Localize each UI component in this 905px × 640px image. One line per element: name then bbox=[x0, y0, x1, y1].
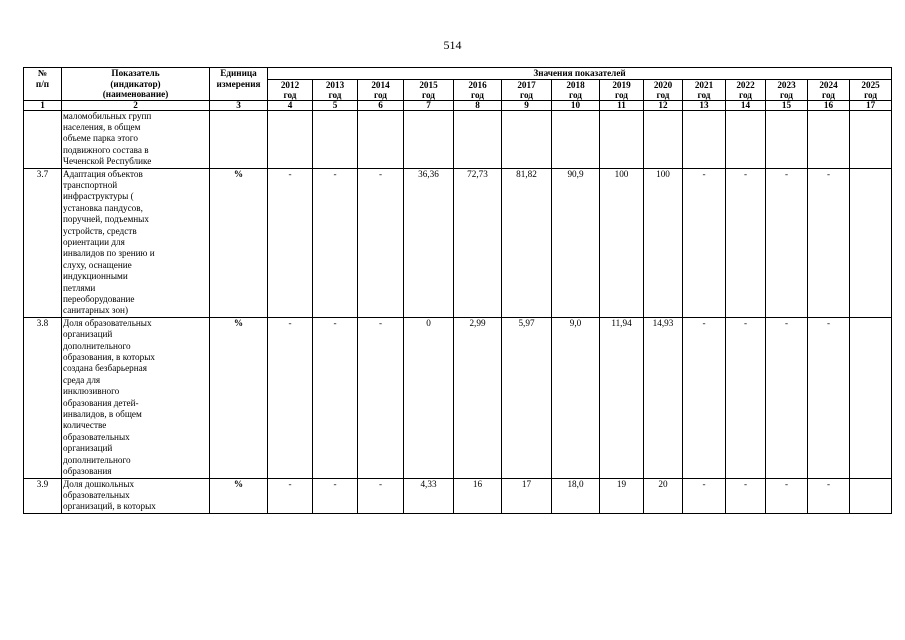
value-cell: 90,9 bbox=[552, 168, 600, 317]
value-cell: - bbox=[313, 478, 358, 513]
year-suffix: год bbox=[283, 89, 297, 100]
indicator-name-line: образования детей- bbox=[63, 397, 139, 408]
value-cell: - bbox=[683, 317, 726, 478]
indicator-name-line: образовательных bbox=[63, 489, 130, 500]
year-header-cell bbox=[808, 79, 850, 100]
value-cell: 17 bbox=[502, 478, 552, 513]
year-header-cell bbox=[600, 79, 644, 100]
value-cell: - bbox=[358, 317, 404, 478]
year-suffix: год bbox=[520, 89, 533, 100]
value-cell: 5,97 bbox=[502, 317, 552, 478]
indicator-name-line: Чеченской Республике bbox=[63, 156, 152, 167]
header-unit-line: Единица bbox=[220, 68, 257, 78]
year-label: 2020 bbox=[653, 79, 673, 90]
year-label: 2013 bbox=[325, 79, 345, 90]
year-label: 2019 bbox=[612, 79, 631, 90]
indicator-name-line: Доля образовательных bbox=[63, 317, 152, 328]
value-cell: - bbox=[808, 168, 850, 317]
value-cell bbox=[502, 110, 552, 168]
value-cell: - bbox=[268, 478, 313, 513]
header-number-line: п/п bbox=[35, 78, 50, 89]
indicator-name bbox=[62, 478, 210, 513]
value-cell bbox=[404, 110, 454, 168]
row-number: 3.7 bbox=[24, 168, 62, 317]
year-header-cell bbox=[850, 79, 892, 100]
row-number bbox=[24, 110, 62, 168]
year-suffix: год bbox=[739, 89, 752, 100]
indicator-name-line: инклюзивного bbox=[63, 386, 120, 397]
year-label: 2014 bbox=[371, 79, 390, 90]
indicator-name-line: переоборудование bbox=[63, 294, 135, 304]
value-cell: 100 bbox=[600, 168, 644, 317]
value-cell: 20 bbox=[644, 478, 683, 513]
year-label: 2015 bbox=[419, 79, 438, 90]
year-label: 2012 bbox=[280, 79, 300, 90]
indicator-name-line: инвалидов, в общем bbox=[63, 409, 142, 420]
column-number-cell: 7 bbox=[404, 100, 454, 110]
value-cell: - bbox=[268, 317, 313, 478]
value-cell bbox=[683, 110, 726, 168]
value-cell: 11,94 bbox=[600, 317, 644, 478]
column-number-cell: 4 bbox=[268, 100, 313, 110]
value-cell: - bbox=[683, 168, 726, 317]
column-number-cell: 10 bbox=[552, 100, 600, 110]
year-label: 2025 bbox=[861, 79, 880, 90]
value-cell: 18,0 bbox=[552, 478, 600, 513]
table-row bbox=[24, 478, 892, 513]
unit-cell: % bbox=[210, 478, 268, 513]
value-cell: - bbox=[726, 317, 766, 478]
row-number: 3.9 bbox=[24, 478, 62, 513]
column-number-cell: 15 bbox=[766, 100, 808, 110]
year-suffix: год bbox=[615, 89, 628, 100]
year-header-cell bbox=[683, 79, 726, 100]
year-label: 2021 bbox=[694, 79, 714, 90]
year-suffix: год bbox=[656, 89, 670, 100]
year-header-cell bbox=[358, 79, 404, 100]
header-indicator-line: (наименование) bbox=[102, 89, 169, 99]
header-indicator-line: Показатель bbox=[111, 68, 160, 78]
table-row bbox=[24, 110, 892, 168]
year-header-cell bbox=[766, 79, 808, 100]
value-cell: - bbox=[766, 168, 808, 317]
column-number-cell: 3 bbox=[210, 100, 268, 110]
table-row bbox=[24, 317, 892, 478]
column-number-cell: 5 bbox=[313, 100, 358, 110]
indicator-name-line: организаций, в которых bbox=[63, 501, 156, 512]
value-cell bbox=[358, 110, 404, 168]
table-row bbox=[24, 168, 892, 317]
indicator-name-line: образования, в которых bbox=[63, 352, 156, 363]
year-label: 2024 bbox=[819, 79, 838, 90]
value-cell: - bbox=[726, 478, 766, 513]
value-cell: - bbox=[808, 317, 850, 478]
value-cell bbox=[850, 317, 892, 478]
page-number: 514 bbox=[443, 38, 462, 52]
value-cell bbox=[850, 168, 892, 317]
column-number-cell: 1 bbox=[24, 100, 62, 110]
value-cell: - bbox=[766, 478, 808, 513]
value-cell: 16 bbox=[454, 478, 502, 513]
year-header-cell bbox=[268, 79, 313, 100]
indicator-name-line: установка пандусов, bbox=[63, 202, 143, 213]
value-cell: - bbox=[808, 478, 850, 513]
indicator-name-line: слуху, оснащение bbox=[63, 259, 132, 270]
indicator-name bbox=[62, 317, 210, 478]
value-cell bbox=[313, 110, 358, 168]
year-suffix: год bbox=[864, 89, 878, 100]
unit-cell: % bbox=[210, 168, 268, 317]
column-number-cell: 9 bbox=[502, 100, 552, 110]
year-header-cell bbox=[313, 79, 358, 100]
column-number-cell: 2 bbox=[62, 100, 210, 110]
value-cell: 14,93 bbox=[644, 317, 683, 478]
indicator-name-line: организаций bbox=[63, 443, 113, 454]
value-cell: - bbox=[358, 478, 404, 513]
indicator-name bbox=[62, 168, 210, 317]
row-number: 3.8 bbox=[24, 317, 62, 478]
indicators-table bbox=[23, 67, 892, 514]
indicator-name-line: транспортной bbox=[63, 179, 118, 190]
indicator-name-line: Адаптация объектов bbox=[63, 168, 143, 179]
value-cell: 100 bbox=[644, 168, 683, 317]
indicator-name-line: организаций bbox=[63, 329, 113, 340]
year-label: 2017 bbox=[517, 79, 536, 90]
value-cell: - bbox=[766, 317, 808, 478]
value-cell: 0 bbox=[404, 317, 454, 478]
header-indicator bbox=[62, 68, 210, 101]
year-suffix: год bbox=[822, 89, 835, 100]
value-cell: 81,82 bbox=[502, 168, 552, 317]
indicator-name-line: ориентации для bbox=[63, 236, 125, 247]
indicator-name-line: дополнительного bbox=[63, 340, 131, 351]
value-cell bbox=[268, 110, 313, 168]
column-number-cell: 13 bbox=[683, 100, 726, 110]
unit-cell bbox=[210, 110, 268, 168]
value-cell: - bbox=[313, 168, 358, 317]
value-cell: - bbox=[268, 168, 313, 317]
value-cell bbox=[454, 110, 502, 168]
header-number bbox=[24, 68, 62, 101]
header-values: Значения показателей bbox=[268, 68, 892, 80]
year-suffix: год bbox=[471, 89, 484, 100]
value-cell bbox=[552, 110, 600, 168]
header-indicator-line: (индикатор) bbox=[110, 78, 161, 89]
column-number-cell: 8 bbox=[454, 100, 502, 110]
indicator-name-line: объеме парка этого bbox=[63, 133, 138, 144]
year-header-cell bbox=[502, 79, 552, 100]
value-cell: - bbox=[726, 168, 766, 317]
year-suffix: год bbox=[374, 89, 387, 100]
year-label: 2018 bbox=[566, 79, 585, 90]
year-label: 2023 bbox=[777, 79, 796, 90]
column-number-cell: 11 bbox=[600, 100, 644, 110]
indicator-name-line: устройств, средств bbox=[63, 225, 137, 236]
indicator-name-line: Доля дошкольных bbox=[63, 478, 135, 489]
year-header-cell bbox=[726, 79, 766, 100]
indicator-name-line: поручней, подъемных bbox=[63, 214, 149, 225]
value-cell: - bbox=[313, 317, 358, 478]
indicator-name-line: петлями bbox=[63, 282, 96, 293]
value-cell: - bbox=[683, 478, 726, 513]
indicator-name-line: санитарных зон) bbox=[63, 305, 129, 316]
value-cell bbox=[808, 110, 850, 168]
header-number-line: № bbox=[37, 68, 48, 78]
year-suffix: год bbox=[422, 89, 435, 100]
value-cell: 19 bbox=[600, 478, 644, 513]
column-number-cell: 12 bbox=[644, 100, 683, 110]
value-cell: - bbox=[358, 168, 404, 317]
column-number-cell: 6 bbox=[358, 100, 404, 110]
year-suffix: год bbox=[697, 89, 711, 100]
indicator-name-line: создана безбарьерная bbox=[63, 363, 147, 374]
year-suffix: год bbox=[780, 89, 793, 100]
column-number-cell: 17 bbox=[850, 100, 892, 110]
value-cell bbox=[766, 110, 808, 168]
year-suffix: год bbox=[569, 89, 582, 100]
column-number-row bbox=[24, 100, 892, 110]
indicator-name-line: населения, в общем bbox=[63, 121, 141, 132]
value-cell: 36,36 bbox=[404, 168, 454, 317]
value-cell bbox=[850, 110, 892, 168]
value-cell: 4,33 bbox=[404, 478, 454, 513]
year-header-cell bbox=[552, 79, 600, 100]
indicator-name-line: дополнительного bbox=[63, 454, 131, 465]
year-label: 2016 bbox=[468, 79, 487, 90]
indicator-name-line: индукционными bbox=[63, 271, 128, 282]
column-number-cell: 16 bbox=[808, 100, 850, 110]
year-header-cell bbox=[404, 79, 454, 100]
indicator-name-line: маломобильных групп bbox=[63, 110, 152, 121]
indicator-name-line: инвалидов по зрению и bbox=[63, 248, 155, 259]
indicator-name-line: количестве bbox=[63, 420, 107, 431]
value-cell: 72,73 bbox=[454, 168, 502, 317]
value-cell: 9,0 bbox=[552, 317, 600, 478]
unit-cell: % bbox=[210, 317, 268, 478]
year-suffix: год bbox=[328, 89, 342, 100]
indicator-name-line: образования bbox=[63, 466, 112, 477]
header-unit-line: измерения bbox=[216, 78, 261, 89]
indicator-name-line: образовательных bbox=[63, 431, 130, 442]
value-cell bbox=[600, 110, 644, 168]
header-row bbox=[24, 68, 892, 80]
indicator-name-line: среда для bbox=[63, 374, 101, 385]
header-unit bbox=[210, 68, 268, 101]
column-number-cell: 14 bbox=[726, 100, 766, 110]
year-label: 2022 bbox=[736, 79, 755, 90]
year-header-cell bbox=[644, 79, 683, 100]
indicator-name bbox=[62, 110, 210, 168]
value-cell bbox=[644, 110, 683, 168]
indicator-name-line: подвижного состава в bbox=[63, 144, 149, 155]
year-header-cell bbox=[454, 79, 502, 100]
value-cell: 2,99 bbox=[454, 317, 502, 478]
value-cell bbox=[726, 110, 766, 168]
indicator-name-line: инфраструктуры ( bbox=[63, 191, 134, 202]
value-cell bbox=[850, 478, 892, 513]
